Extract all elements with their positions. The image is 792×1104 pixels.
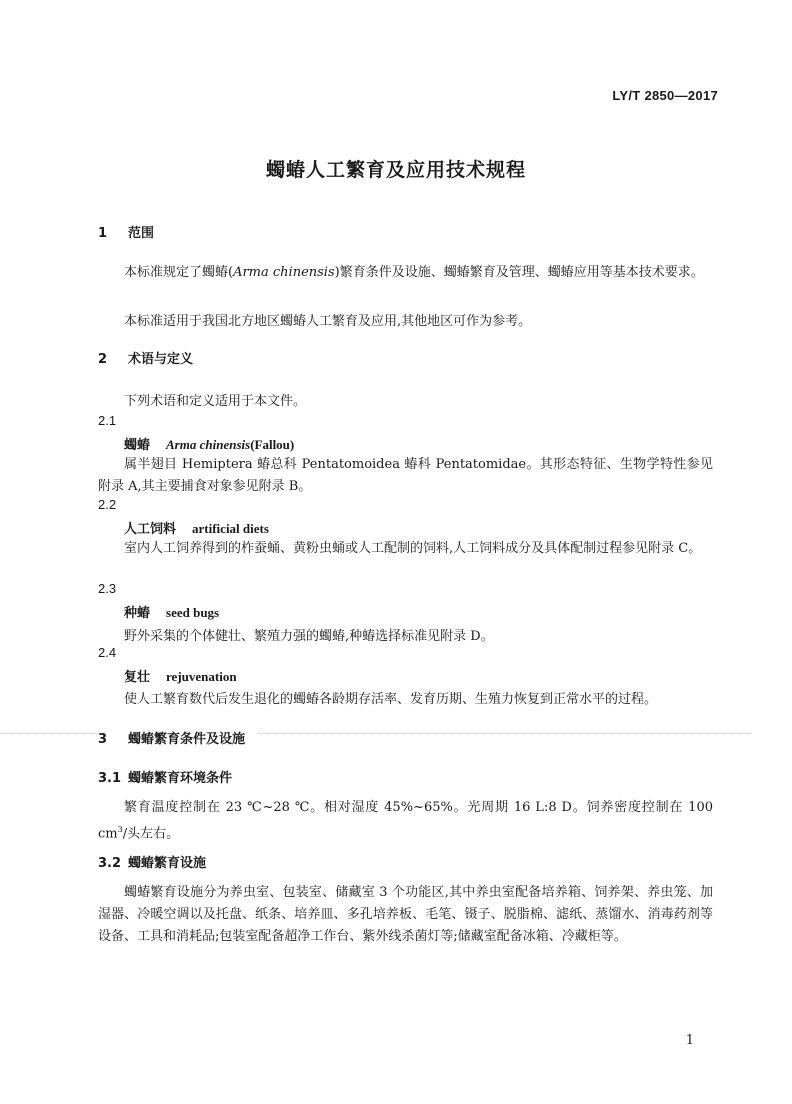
term-2-2-cn: 人工饲料: [124, 522, 177, 537]
scope-text-b: )繁育条件及设施、蠋蝽繁育及管理、蠋蝽应用等基本技术要求。: [334, 265, 704, 280]
term-2-2-definition: 室内人工饲养得到的柞蚕蛹、黄粉虫蛹或人工配制的饲料,人工饲料成分及具体配制过程参见附录 C。: [124, 541, 702, 556]
section-3-2-heading: [98, 852, 206, 871]
page-number: 1: [685, 1033, 694, 1048]
term-2-1-cn: 蠋蝽: [124, 438, 151, 453]
section-3-2-title: 蠋蝽繁育设施: [128, 856, 207, 871]
term-2-4-heading: [124, 666, 237, 685]
term-2-3-definition: 野外采集的个体健壮、繁殖力强的蠋蝽,种蝽选择标准见附录 D。: [124, 629, 494, 644]
section-3-1-body: [98, 797, 713, 845]
term-2-3-number: 2.3: [98, 581, 117, 596]
document-title: 蠋蝽人工繁育及应用技术规程: [265, 159, 526, 181]
term-2-2-number: 2.2: [98, 497, 117, 512]
term-2-4-definition: 使人工繁育数代后发生退化的蠋蝽各龄期存活率、发育历期、生殖力恢复到正常水平的过程。: [124, 692, 658, 707]
section-3-number: 3: [98, 732, 108, 747]
scan-artifact-line-left: [0, 733, 100, 734]
scope-latin-name: Arma chinensis: [233, 265, 335, 280]
term-2-4-en: rejuvenation: [166, 669, 237, 684]
section-1-paragraph-1: [98, 262, 713, 284]
term-2-3-cn: 种蝽: [124, 606, 151, 621]
term-2-4-cn: 复壮: [124, 670, 151, 685]
term-2-1-number: 2.1: [98, 413, 117, 428]
section-2-heading: [98, 348, 193, 367]
term-2-3-heading: [124, 602, 219, 621]
section-2-number: 2: [98, 352, 108, 367]
term-2-1-definition: 属半翅目 Hemiptera 蝽总科 Pentatomoidea 蝽科 Pentatomidae。其形态特征、生物学特性参见附录 A,其主要捕食对象参见附录 B。: [98, 457, 713, 494]
scope-text-a: 本标准规定了蠋蝽(: [124, 265, 234, 280]
section-3-heading: [98, 728, 245, 747]
scan-artifact-line-right: [258, 733, 752, 734]
section-3-title: 蠋蝽繁育条件及设施: [128, 732, 246, 747]
section-2-title: 术语与定义: [128, 352, 194, 367]
env-text-b: /头左右。: [122, 826, 180, 842]
term-2-1-en-author: (Fallou): [250, 437, 295, 452]
section-3-1-number: 3.1: [98, 771, 122, 786]
term-2-1-heading: [124, 434, 294, 453]
term-2-2-en: artificial diets: [192, 521, 269, 536]
term-2-1-en-latin: Arma chinensis: [166, 437, 251, 452]
section-1-number: 1: [98, 226, 108, 241]
section-3-1-heading: [98, 767, 232, 786]
env-superscript: 3: [117, 825, 123, 834]
section-3-1-title: 蠋蝽繁育环境条件: [128, 771, 233, 786]
section-1-heading: [98, 222, 154, 241]
section-3-2-body: 蠋蝽繁育设施分为养虫室、包装室、储藏室 3 个功能区,其中养虫室配备培养箱、饲养架、养虫笼、加湿器、冷暖空调以及托盘、纸条、培养皿、多孔培养板、毛笔、镊子、脱脂棉、滤纸、蒸馏水、消毒药剂等设备、工具和消耗品;包装室配备超净工作台、紫外线杀菌灯等;储藏室配备冰箱、冷藏柜等。: [98, 885, 713, 944]
section-3-2-number: 3.2: [98, 856, 122, 871]
section-1-title: 范围: [128, 226, 155, 241]
term-2-2-heading: [124, 518, 269, 537]
section-2-intro: 下列术语和定义适用于本文件。: [124, 394, 307, 409]
env-text-a: 繁育温度控制在 23 ℃~28 ℃。相对湿度 45%~65%。光周期 16 L:8 D。饲养密度控制在 100 cm: [98, 800, 713, 842]
term-2-4-number: 2.4: [98, 645, 117, 660]
term-2-3-en: seed bugs: [166, 605, 220, 620]
standard-code: LY/T 2850—2017: [612, 88, 718, 103]
section-1-paragraph-2: 本标准适用于我国北方地区蠋蝽人工繁育及应用,其他地区可作为参考。: [124, 314, 532, 329]
